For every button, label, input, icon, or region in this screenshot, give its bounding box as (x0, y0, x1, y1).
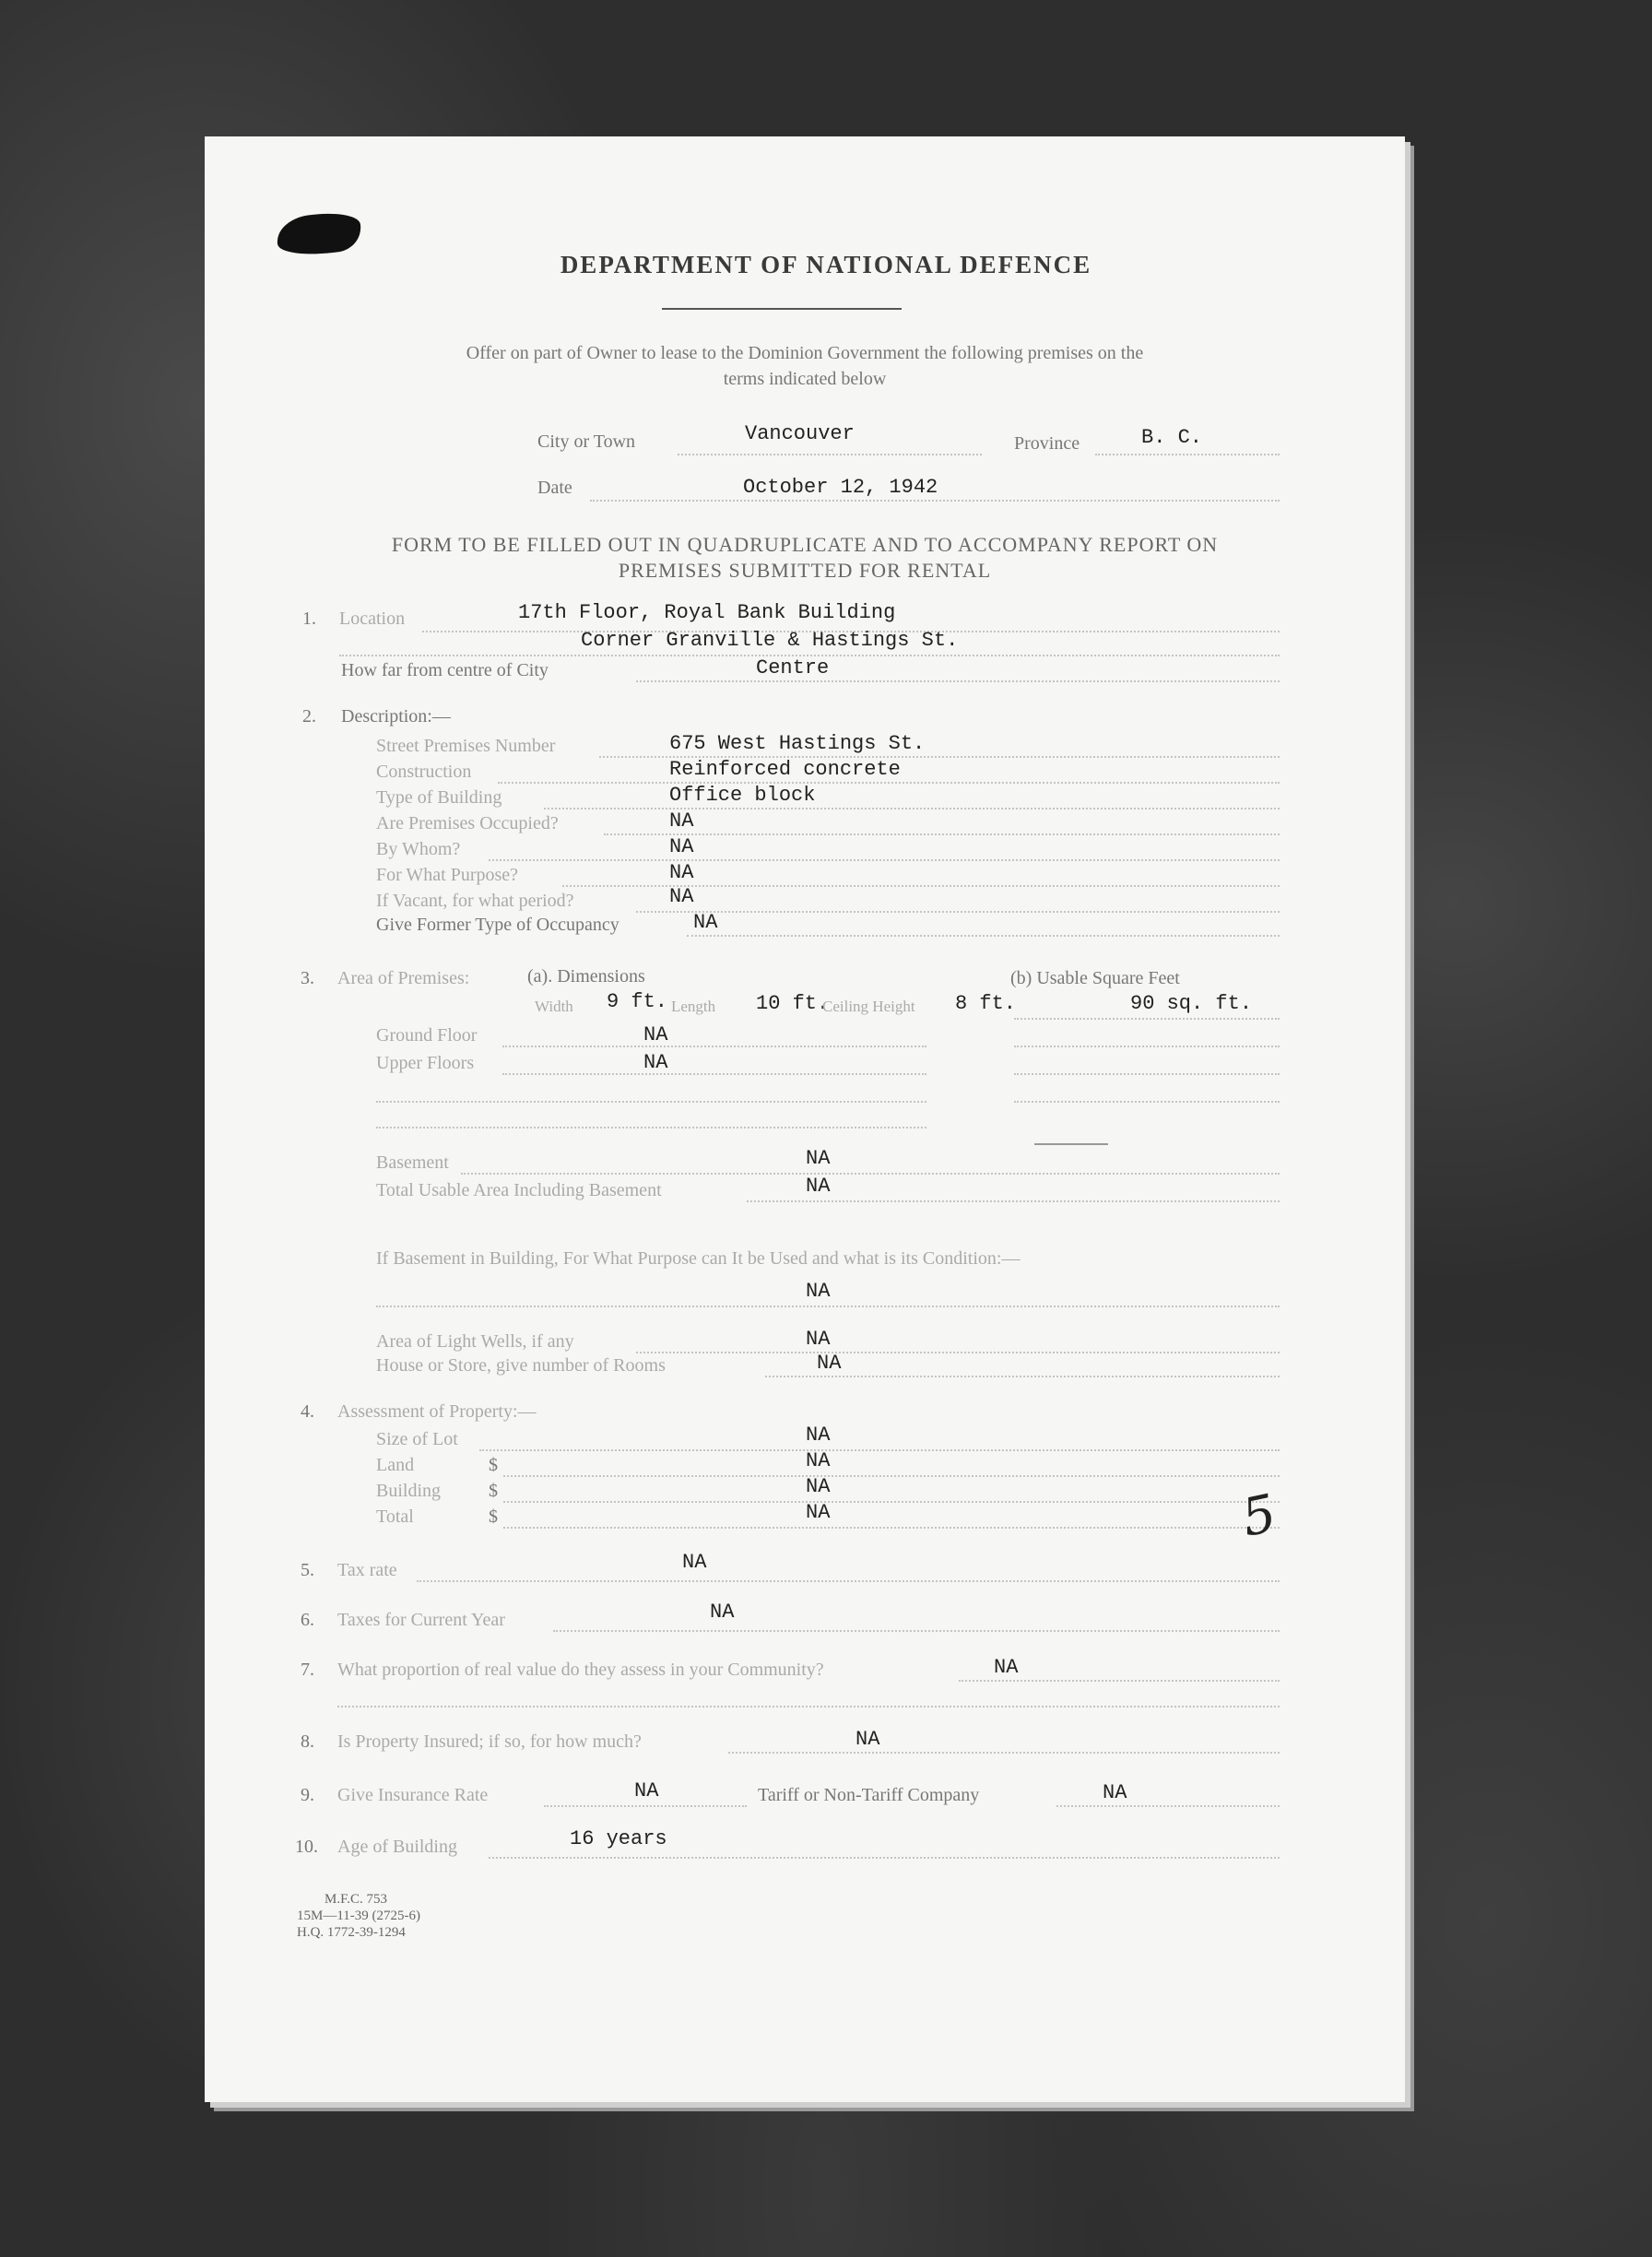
date-value: October 12, 1942 (743, 476, 938, 499)
s7-number: 7. (301, 1660, 314, 1680)
taxes-current-line (553, 1630, 1280, 1632)
light-wells-value: NA (806, 1328, 831, 1351)
s5-number: 5. (301, 1560, 314, 1580)
total-label: Total (376, 1507, 414, 1527)
assessment-label: Assessment of Property:— (337, 1401, 537, 1422)
upper-floors-line (502, 1073, 926, 1075)
date-line (590, 500, 1280, 502)
dimensions-label: (a). Dimensions (527, 966, 645, 987)
s2-number: 2. (302, 706, 316, 727)
insurance-rate-line (544, 1805, 747, 1807)
location-label: Location (339, 609, 406, 629)
lot-line (479, 1449, 1280, 1451)
light-wells-label: Area of Light Wells, if any (376, 1331, 574, 1352)
total-area-value: NA (806, 1175, 831, 1198)
taxes-current-value: NA (710, 1601, 735, 1624)
s10-number: 10. (295, 1837, 318, 1857)
basement-label: Basement (376, 1152, 449, 1173)
total-line (503, 1527, 1280, 1529)
insured-value: NA (856, 1728, 880, 1751)
hq-code: H.Q. 1772-39-1294 (297, 1925, 406, 1940)
occupied-line (604, 833, 1280, 835)
ceiling-label: Ceiling Height (822, 998, 915, 1015)
short-rule (1034, 1143, 1108, 1145)
tax-rate-label: Tax rate (337, 1560, 397, 1580)
lot-value: NA (806, 1424, 831, 1447)
insurance-rate-value: NA (634, 1779, 659, 1802)
s4-number: 4. (301, 1401, 314, 1422)
date-label: Date (537, 478, 572, 498)
insurance-rate-label: Give Insurance Rate (337, 1785, 489, 1805)
form-code: M.F.C. 753 (324, 1892, 387, 1907)
province-label: Province (1014, 433, 1080, 454)
whom-line (489, 859, 1280, 861)
street-value: 675 West Hastings St. (669, 732, 926, 755)
basement-purpose-label: If Basement in Building, For What Purpose can It be Used and what is its Condition:— (376, 1248, 1021, 1269)
basement-purpose-value: NA (806, 1280, 831, 1303)
former-label: Give Former Type of Occupancy (376, 915, 620, 935)
building-line (503, 1501, 1280, 1503)
type-value: Office block (669, 784, 816, 807)
building-value: NA (806, 1475, 831, 1498)
title-rule (662, 308, 902, 310)
instructions-line-1: FORM TO BE FILLED OUT IN QUADRUPLICATE AND TO ACCOMPANY REPORT ON (391, 533, 1219, 556)
vacant-label: If Vacant, for what period? (376, 891, 574, 911)
province-line (1095, 454, 1280, 455)
proportion-value: NA (994, 1656, 1019, 1679)
total-area-label: Total Usable Area Including Basement (376, 1180, 662, 1200)
ground-floor-line-right (1014, 1046, 1280, 1047)
age-line (489, 1857, 1280, 1859)
area-label: Area of Premises: (337, 968, 470, 988)
instructions-line-2: PREMISES SUBMITTED FOR RENTAL (618, 559, 992, 582)
ground-floor-label: Ground Floor (376, 1025, 478, 1046)
total-value: NA (806, 1501, 831, 1524)
type-line (544, 808, 1280, 809)
basement-purpose-line (376, 1306, 1280, 1307)
tax-rate-line (417, 1580, 1280, 1582)
location-value-1: 17th Floor, Royal Bank Building (518, 601, 896, 624)
vacant-value: NA (669, 885, 694, 908)
ground-floor-line (502, 1046, 926, 1047)
purpose-value: NA (669, 861, 694, 884)
age-label: Age of Building (337, 1837, 457, 1857)
print-code: 15M—11-39 (2725-6) (297, 1908, 421, 1923)
former-line (687, 935, 1280, 937)
rooms-value: NA (817, 1352, 842, 1375)
lot-label: Size of Lot (376, 1429, 458, 1449)
building-dollar: $ (489, 1481, 498, 1501)
length-label: Length (671, 998, 716, 1015)
s8-number: 8. (301, 1731, 314, 1752)
blank-line-3 (376, 1127, 926, 1128)
distance-line (636, 680, 1280, 682)
distance-label: How far from centre of City (341, 660, 549, 680)
length-value: 10 ft. (756, 992, 830, 1015)
insured-label: Is Property Insured; if so, for how much? (337, 1731, 642, 1752)
rooms-label: House or Store, give number of Rooms (376, 1355, 666, 1376)
light-wells-line (636, 1352, 1280, 1353)
tariff-line (1056, 1805, 1280, 1807)
construction-value: Reinforced concrete (669, 758, 901, 781)
province-value: B. C. (1141, 426, 1203, 449)
land-value: NA (806, 1449, 831, 1472)
taxes-current-label: Taxes for Current Year (337, 1610, 505, 1630)
type-label: Type of Building (376, 787, 502, 808)
city-line (678, 454, 982, 455)
proportion-line (959, 1680, 1280, 1682)
upper-floors-line-right (1014, 1073, 1280, 1075)
basement-line (461, 1173, 1280, 1175)
rooms-line (765, 1376, 1280, 1377)
sqft-line (1014, 1018, 1280, 1020)
former-value: NA (693, 911, 718, 934)
s6-number: 6. (301, 1610, 314, 1630)
construction-line (498, 782, 1280, 784)
handwritten-annotation: 5 (1236, 1483, 1282, 1549)
city-label: City or Town (537, 431, 636, 452)
sqft-value: 90 sq. ft. (1130, 992, 1253, 1015)
distance-value: Centre (756, 656, 830, 679)
occupied-label: Are Premises Occupied? (376, 813, 559, 833)
usable-label: (b) Usable Square Feet (1010, 968, 1180, 988)
blank-line-1 (376, 1101, 926, 1103)
tariff-label: Tariff or Non-Tariff Company (758, 1785, 980, 1805)
intro-line-1: Offer on part of Owner to lease to the Dominion Government the following premises on the (466, 343, 1144, 363)
s9-number: 9. (301, 1785, 314, 1805)
city-value: Vancouver (745, 422, 855, 445)
whom-value: NA (669, 835, 694, 858)
blank-line-2 (1014, 1101, 1280, 1103)
description-label: Description:— (341, 706, 451, 727)
tariff-value: NA (1103, 1781, 1127, 1804)
ceiling-value: 8 ft. (955, 992, 1017, 1015)
street-label: Street Premises Number (376, 736, 556, 756)
occupied-value: NA (669, 809, 694, 833)
location-value-2: Corner Granville & Hastings St. (581, 629, 959, 652)
land-dollar: $ (489, 1455, 498, 1475)
purpose-label: For What Purpose? (376, 865, 519, 885)
form-title: DEPARTMENT OF NATIONAL DEFENCE (560, 251, 1092, 278)
upper-floors-label: Upper Floors (376, 1053, 475, 1073)
total-area-line (747, 1200, 1280, 1202)
building-label: Building (376, 1481, 442, 1501)
proportion-line-2 (337, 1706, 1280, 1708)
width-value: 9 ft. (607, 990, 668, 1013)
s3-number: 3. (301, 968, 314, 988)
tax-rate-value: NA (682, 1551, 707, 1574)
total-dollar: $ (489, 1507, 498, 1527)
whom-label: By Whom? (376, 839, 461, 859)
land-line (503, 1475, 1280, 1477)
vacant-line (636, 911, 1280, 913)
basement-value: NA (806, 1147, 831, 1170)
s1-number: 1. (302, 609, 316, 629)
width-label: Width (535, 998, 573, 1015)
construction-label: Construction (376, 762, 472, 782)
upper-floors-value: NA (643, 1051, 668, 1074)
insured-line (728, 1752, 1280, 1754)
age-value: 16 years (570, 1827, 667, 1850)
land-label: Land (376, 1455, 415, 1475)
intro-line-2: terms indicated below (723, 369, 887, 389)
proportion-label: What proportion of real value do they assess in your Community? (337, 1660, 824, 1680)
ground-floor-value: NA (643, 1023, 668, 1046)
